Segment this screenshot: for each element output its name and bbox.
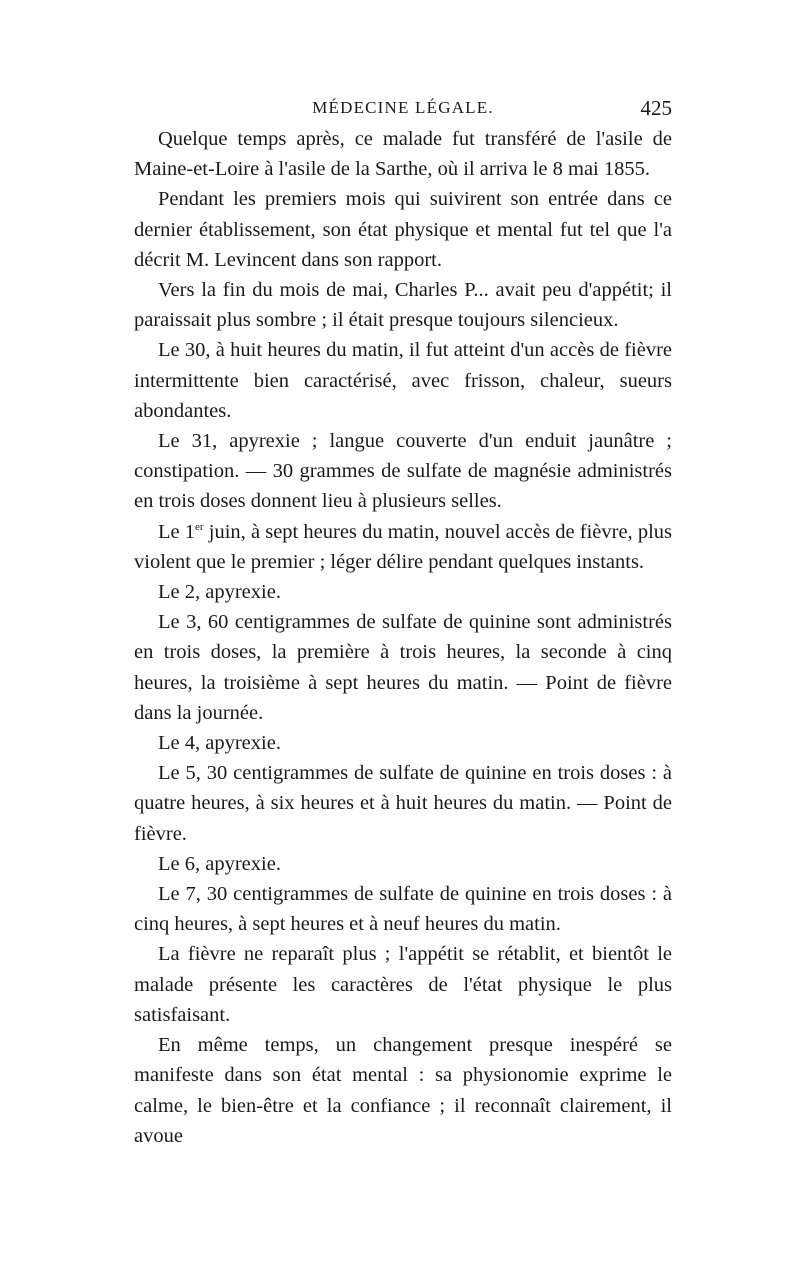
paragraph-day-7: Le 7, 30 centigrammes de sulfate de quinine en trois doses : à cinq heures, à sept heures et à neuf heures du matin.	[134, 883, 672, 936]
paragraph-day-3: Le 3, 60 centigrammes de sulfate de quinine sont administrés en trois doses, la première à trois heures, la seconde à cinq heures, la troisième à sept heures du matin. — Point de fièvre dans la journée.	[134, 611, 672, 724]
paragraph-recovery: La fièvre ne reparaît plus ; l'appétit se rétablit, et bientôt le malade présente les caractères de l'état physique le plus satisfaisant.	[134, 943, 672, 1026]
june-1-text: juin, à sept heures du matin, nouvel accès de fièvre, plus violent que le premier ; léger délire pendant quelques instants.	[134, 520, 673, 573]
ordinal-superscript: er	[195, 520, 204, 533]
paragraph-day-30: Le 30, à huit heures du matin, il fut atteint d'un accès de fièvre intermittente bien caractérisé, avec frisson, chaleur, sueurs abondantes.	[134, 339, 672, 422]
paragraph-day-6: Le 6, apyrexie.	[158, 852, 281, 875]
running-head	[134, 96, 672, 122]
paragraph-mental-change: En même temps, un changement presque inespéré se manifeste dans son état mental : sa physionomie exprime le calme, le bien-être et la confiance ; il reconnaît clairement, il avoue	[134, 1034, 672, 1147]
paragraph-end-of-may: Vers la fin du mois de mai, Charles P... avait peu d'appétit; il paraissait plus sombre ; il était presque toujours silencieux.	[134, 279, 672, 332]
paragraph-transfer: Quelque temps après, ce malade fut transféré de l'asile de Maine-et-Loire à l'asile de la Sarthe, où il arriva le 8 mai 1855.	[134, 128, 672, 181]
paragraph-june-1	[134, 517, 672, 577]
paragraph-day-5: Le 5, 30 centigrammes de sulfate de quinine en trois doses : à quatre heures, à six heures et à huit heures du matin. — Point de fièvre.	[134, 762, 672, 845]
paragraph-day-4: Le 4, apyrexie.	[158, 732, 281, 755]
june-1-prefix: Le 1	[158, 520, 196, 543]
paragraph-day-2: Le 2, apyrexie.	[158, 581, 281, 604]
paragraph-first-months: Pendant les premiers mois qui suivirent son entrée dans ce dernier établissement, son état physique et mental fut tel que l'a décrit M. Levincent dans son rapport.	[134, 188, 672, 271]
body-text	[134, 124, 672, 1151]
running-title: MÉDECINE LÉGALE.	[312, 98, 494, 117]
paragraph-day-31: Le 31, apyrexie ; langue couverte d'un enduit jaunâtre ; constipation. — 30 grammes de sulfate de magnésie administrés en trois doses donnent lieu à plusieurs selles.	[134, 430, 672, 513]
page-number: 425	[640, 96, 672, 120]
